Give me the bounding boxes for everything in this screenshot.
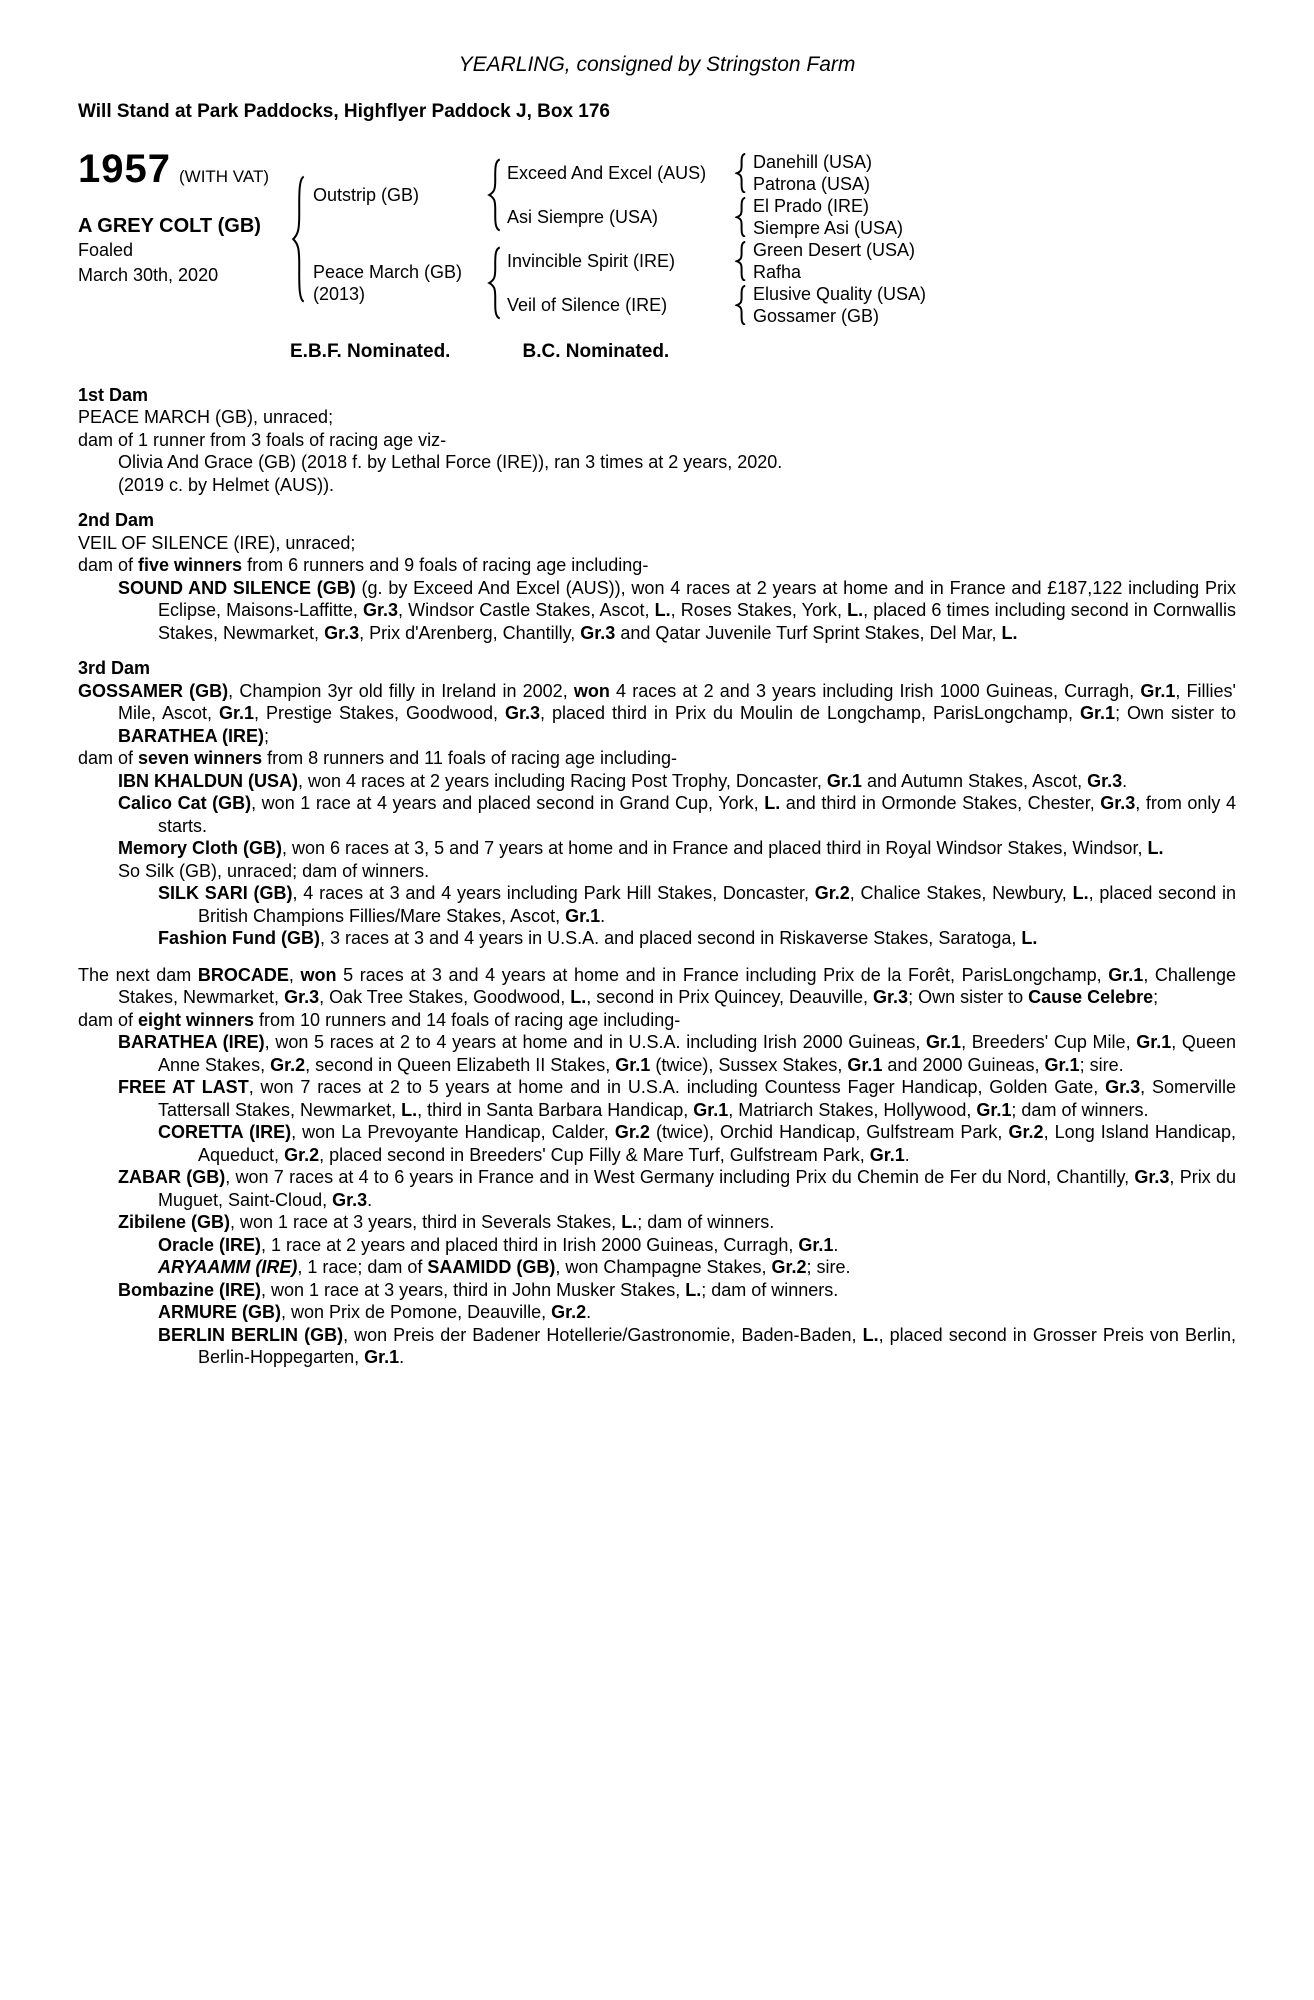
- pedigree-paragraph: [78, 577, 1236, 645]
- text-segment: Gr.1: [926, 1032, 962, 1052]
- gen3-name: Siempre Asi (USA): [753, 217, 904, 238]
- text-segment: 1st Dam: [78, 384, 149, 405]
- text-segment: GOSSAMER (GB): [78, 680, 229, 701]
- section-heading: [78, 657, 1236, 680]
- text-segment: Gr.3: [1105, 1077, 1141, 1097]
- text-segment: Gr.1: [565, 905, 601, 926]
- text-segment: , 3 races at 3 and 4 years in U.S.A. and placed second in Riskaverse Stakes, Saratoga,: [319, 928, 1022, 948]
- gen3-name: Danehill (USA): [753, 151, 873, 172]
- text-segment: , won 1 race at 3 years, third in John Musker Stakes,: [261, 1279, 686, 1300]
- pedigree-paragraph: [78, 451, 1236, 474]
- text-segment: Gr.1: [826, 770, 862, 791]
- text-segment: Memory Cloth (GB): [118, 838, 282, 858]
- text-segment: , won La Prevoyante Handicap, Calder,: [291, 1122, 615, 1142]
- text-segment: 4 races at 2 and 3 years including Irish 1000 Guineas, Curragh,: [609, 680, 1141, 701]
- text-segment: Gr.3: [1134, 1167, 1170, 1187]
- text-segment: Gr.3: [1100, 793, 1136, 813]
- text-segment: Gr.3: [332, 1189, 368, 1210]
- text-segment: L.: [654, 600, 671, 620]
- text-segment: , Roses Stakes, York,: [670, 600, 848, 620]
- text-segment: L.: [847, 600, 864, 620]
- text-segment: , Champion 3yr old filly in Ireland in 2002,: [228, 680, 574, 701]
- text-segment: won: [573, 680, 610, 701]
- text-segment: Gr.1: [1136, 1032, 1172, 1052]
- text-segment: BARATHEA (IRE): [118, 1032, 265, 1052]
- text-segment: , Long Island Handicap, Aqueduct,: [198, 1122, 1236, 1165]
- text-segment: , placed 6 times including second in Cornwallis Stakes, Newmarket,: [158, 600, 1236, 643]
- text-segment: Gr.2: [614, 1122, 650, 1142]
- pedigree-paragraph: [78, 554, 1236, 577]
- text-segment: L.: [621, 1212, 638, 1232]
- gen3-brace-icon: [729, 195, 753, 239]
- text-segment: , Prix du Muguet, Saint-Cloud,: [158, 1167, 1236, 1210]
- text-segment: , 1 race at 2 years and placed third in Irish 2000 Guineas, Curragh,: [261, 1234, 799, 1255]
- horse-description: A GREY COLT (GB): [78, 214, 261, 237]
- text-segment: (twice), Sussex Stakes,: [650, 1054, 848, 1075]
- text-segment: , placed second in British Champions Fillies/Mare Stakes, Ascot,: [198, 883, 1236, 926]
- text-segment: , Breeders' Cup Mile,: [961, 1032, 1137, 1052]
- pedigree-paragraph: [78, 1279, 1236, 1302]
- pedigree-paragraph: [78, 429, 1236, 452]
- text-segment: from 10 runners and 14 foals of racing age including-: [254, 1009, 681, 1030]
- text-segment: L.: [764, 793, 781, 813]
- text-segment: , Chalice Stakes, Newbury,: [849, 883, 1073, 903]
- lot-number: 1957: [78, 147, 171, 191]
- text-segment: , won 5 races at 2 to 4 years at home and in U.S.A. including Irish 2000 Guineas,: [264, 1032, 927, 1052]
- text-segment: , won 4 races at 2 years including Racing Post Trophy, Doncaster,: [297, 770, 827, 791]
- text-segment: ; dam of winners.: [1011, 1099, 1149, 1120]
- text-segment: L.: [1001, 622, 1018, 643]
- text-segment: and Qatar Juvenile Turf Sprint Stakes, Del Mar,: [615, 622, 1002, 643]
- text-segment: .: [1122, 770, 1128, 791]
- text-segment: .: [833, 1234, 839, 1255]
- gen3-brace-icon: [729, 283, 753, 327]
- text-segment: L.: [685, 1279, 702, 1300]
- pedigree-paragraph: [78, 792, 1236, 837]
- text-segment: ; sire.: [806, 1257, 851, 1277]
- text-segment: , won Preis der Badener Hotellerie/Gastronomie, Baden-Baden,: [343, 1324, 863, 1345]
- foaled-date: March 30th, 2020: [78, 264, 219, 285]
- gen3-name: Gossamer (GB): [753, 305, 880, 326]
- pedigree-paragraph: [78, 860, 1236, 883]
- dam-name: [313, 239, 481, 327]
- text-segment: Gr.1: [693, 1099, 729, 1120]
- text-segment: ZABAR (GB): [118, 1167, 226, 1187]
- text-segment: dam of 1 runner from 3 foals of racing age viz-: [78, 429, 447, 450]
- gen3-name: Rafha: [753, 261, 802, 282]
- text-segment: CORETTA (IRE): [158, 1122, 292, 1142]
- text-segment: Gr.2: [771, 1257, 807, 1277]
- pedigree-paragraph: [78, 1009, 1236, 1032]
- lot-info: [78, 147, 283, 327]
- pedigree-paragraph: [78, 747, 1236, 770]
- nominations: [290, 341, 1236, 364]
- text-segment: , second in Prix Quincey, Deauville,: [586, 987, 874, 1007]
- text-segment: .: [904, 1144, 910, 1165]
- text-segment: , Prix d'Arenberg, Chantilly,: [359, 622, 581, 643]
- text-segment: Olivia And Grace (GB) (2018 f. by Lethal Force (IRE)), ran 3 times at 2 years, 2020.: [118, 452, 783, 472]
- text-segment: from 8 runners and 11 foals of racing age including-: [262, 748, 677, 768]
- pedigree-paragraph: [78, 1076, 1236, 1121]
- text-segment: BERLIN BERLIN (GB): [158, 1324, 344, 1345]
- text-segment: Gr.1: [798, 1234, 834, 1255]
- text-segment: Gr.2: [1008, 1122, 1044, 1142]
- sire-dam-name: Asi Siempre (USA): [507, 206, 659, 227]
- text-segment: Gr.3: [1087, 770, 1123, 791]
- text-segment: ,: [288, 964, 301, 985]
- lot-line: [78, 147, 283, 191]
- vat-note: (WITH VAT): [178, 167, 269, 186]
- gen3-name: Elusive Quality (USA): [753, 283, 927, 304]
- text-segment: So Silk (GB), unraced; dam of winners.: [118, 860, 430, 881]
- text-segment: , second in Queen Elizabeth II Stakes,: [305, 1054, 616, 1075]
- text-segment: , Prestige Stakes, Goodwood,: [254, 703, 506, 723]
- text-segment: five winners: [138, 555, 243, 575]
- pedigree-paragraph: [78, 882, 1236, 927]
- consignor-title: YEARLING, consigned by Stringston Farm: [458, 53, 856, 76]
- section-heading: [78, 384, 1236, 407]
- gen3-brace-icon: [729, 239, 753, 283]
- text-segment: The next dam: [78, 964, 198, 985]
- text-segment: .: [586, 1302, 592, 1322]
- text-segment: 2nd Dam: [78, 510, 155, 530]
- text-segment: VEIL OF SILENCE (IRE), unraced;: [78, 532, 356, 553]
- text-segment: SAAMIDD (GB): [427, 1257, 556, 1277]
- text-segment: , won 7 races at 2 to 5 years at home and in U.S.A. including Countess Fager Handicap, Golden Gate,: [248, 1077, 1106, 1097]
- text-segment: Gr.1: [1108, 964, 1144, 985]
- text-segment: Gr.1: [847, 1054, 883, 1075]
- text-segment: , Fillies' Mile, Ascot,: [118, 680, 1236, 723]
- text-segment: dam of: [78, 1009, 139, 1030]
- pedigree-paragraph: [78, 474, 1236, 497]
- text-segment: Bombazine (IRE): [118, 1279, 262, 1300]
- text-segment: L.: [1072, 883, 1089, 903]
- pedigree-paragraph: [78, 1234, 1236, 1257]
- pedigree-paragraph: [78, 1301, 1236, 1324]
- text-segment: Gr.1: [218, 703, 254, 723]
- text-segment: , Somerville Tattersall Stakes, Newmarket,: [158, 1077, 1236, 1120]
- text-segment: ; sire.: [1079, 1054, 1124, 1075]
- dam-year: (2013): [313, 284, 366, 304]
- text-segment: (g. by Exceed And Excel (AUS)), won 4 races at 2 years at home and in France and £187,122 including Prix Eclipse, Maisons-Laffitte,: [158, 577, 1236, 620]
- text-segment: L.: [1147, 838, 1164, 858]
- sire-sire-name: Exceed And Excel (AUS): [507, 162, 707, 183]
- text-segment: BARATHEA (IRE): [118, 725, 264, 746]
- stand-location-line: Will Stand at Park Paddocks, Highflyer Paddock J, Box 176: [78, 100, 610, 122]
- text-segment: .: [399, 1347, 405, 1367]
- text-segment: ARYAAMM (IRE): [158, 1257, 298, 1277]
- text-segment: Gr.1: [869, 1144, 905, 1165]
- text-segment: , from only 4 starts.: [158, 793, 1236, 836]
- text-segment: Gr.2: [814, 883, 850, 903]
- text-segment: 3rd Dam: [78, 658, 151, 678]
- pedigree-paragraph: [78, 1121, 1236, 1166]
- text-segment: ; Own sister to: [1115, 703, 1236, 723]
- text-segment: (twice), Orchid Handicap, Gulfstream Park,: [649, 1122, 1009, 1142]
- ebf-nominated: E.B.F. Nominated.: [290, 341, 451, 362]
- text-segment: Zibilene (GB): [118, 1212, 230, 1232]
- text-segment: seven winners: [138, 748, 263, 768]
- text-segment: , 1 race; dam of: [297, 1257, 428, 1277]
- text-segment: IBN KHALDUN (USA): [118, 770, 298, 791]
- text-segment: Gr.1: [1080, 703, 1116, 723]
- text-segment: SILK SARI (GB): [158, 883, 293, 903]
- dam-sire-name: Invincible Spirit (IRE): [507, 250, 676, 271]
- text-segment: ; Own sister to: [908, 987, 1029, 1007]
- pedigree-table: [78, 147, 1236, 327]
- sire-name: Outstrip (GB): [313, 184, 420, 205]
- text-segment: Gr.2: [270, 1054, 306, 1075]
- text-segment: , placed second in Grosser Preis von Berlin, Berlin-Hoppegarten,: [198, 1324, 1236, 1367]
- text-segment: , won 6 races at 3, 5 and 7 years at home and in France and placed third in Royal Windsor Stakes, Windsor,: [282, 838, 1148, 858]
- text-segment: Gr.3: [284, 987, 320, 1007]
- text-segment: Gr.1: [1044, 1054, 1080, 1075]
- pedigree-paragraph: [78, 964, 1236, 1009]
- text-segment: L.: [401, 1099, 418, 1120]
- pedigree-paragraph: [78, 770, 1236, 793]
- catalogue-text: [78, 384, 1236, 1369]
- text-segment: , Oak Tree Stakes, Goodwood,: [319, 987, 571, 1007]
- pedigree-paragraph: [78, 1256, 1236, 1279]
- text-segment: Gr.3: [873, 987, 909, 1007]
- text-segment: , placed second in Breeders' Cup Filly & Mare Turf, Gulfstream Park,: [319, 1144, 870, 1165]
- text-segment: , won 7 races at 4 to 6 years in France and in West Germany including Prix du Chemin de Fer du Nord, Chantilly,: [225, 1167, 1135, 1187]
- catalogue-page: [78, 54, 1236, 1369]
- pedigree-paragraph: [78, 680, 1236, 748]
- text-segment: Cause Celebre: [1028, 987, 1154, 1007]
- text-segment: dam of: [78, 555, 139, 575]
- text-segment: .: [600, 905, 606, 926]
- text-segment: won: [300, 964, 337, 985]
- gen3-name: Green Desert (USA): [753, 239, 916, 260]
- main-brace-icon: [283, 151, 313, 327]
- text-segment: Gr.1: [615, 1054, 651, 1075]
- text-segment: and Autumn Stakes, Ascot,: [861, 770, 1088, 791]
- text-segment: , won 1 race at 4 years and placed second in Grand Cup, York,: [251, 793, 765, 813]
- text-segment: Fashion Fund (GB): [158, 928, 320, 948]
- text-segment: , 4 races at 3 and 4 years including Park Hill Stakes, Doncaster,: [292, 883, 815, 903]
- text-segment: , Queen Anne Stakes,: [158, 1032, 1236, 1075]
- text-segment: L.: [570, 987, 587, 1007]
- text-segment: eight winners: [138, 1009, 255, 1030]
- text-segment: Gr.1: [364, 1347, 400, 1367]
- gen3-name: Patrona (USA): [753, 173, 871, 194]
- text-segment: Gr.1: [1140, 680, 1176, 701]
- text-segment: , won Prix de Pomone, Deauville,: [281, 1302, 552, 1322]
- text-segment: Oracle (IRE): [158, 1234, 262, 1255]
- text-segment: Gr.3: [505, 703, 541, 723]
- text-segment: (2019 c. by Helmet (AUS)).: [118, 474, 335, 495]
- sire-brace-icon: [481, 151, 507, 239]
- text-segment: Gr.2: [551, 1302, 587, 1322]
- text-segment: Gr.1: [976, 1099, 1012, 1120]
- text-segment: , won 1 race at 3 years, third in Severals Stakes,: [230, 1212, 622, 1232]
- pedigree-paragraph: [78, 927, 1236, 950]
- foaled-label: Foaled: [78, 240, 134, 260]
- gen3-name: El Prado (IRE): [753, 195, 870, 216]
- text-segment: ; dam of winners.: [637, 1212, 775, 1232]
- text-segment: L.: [1021, 928, 1038, 948]
- pedigree-paragraph: [78, 1031, 1236, 1076]
- text-segment: ;: [264, 725, 270, 746]
- text-segment: BROCADE: [197, 964, 289, 985]
- section-heading: [78, 509, 1236, 532]
- text-segment: , Challenge Stakes, Newmarket,: [118, 964, 1236, 1007]
- text-segment: Gr.3: [580, 622, 616, 643]
- text-segment: ; dam of winners.: [701, 1279, 839, 1300]
- bc-nominated: B.C. Nominated.: [522, 341, 670, 362]
- pedigree-paragraph: [78, 406, 1236, 429]
- text-segment: .: [367, 1189, 373, 1210]
- pedigree-paragraph: [78, 1324, 1236, 1369]
- text-segment: ;: [1153, 987, 1159, 1007]
- text-segment: ARMURE (GB): [158, 1302, 281, 1322]
- pedigree-paragraph: [78, 837, 1236, 860]
- text-segment: , won Champagne Stakes,: [555, 1257, 772, 1277]
- text-segment: SOUND AND SILENCE (GB): [118, 577, 356, 598]
- text-segment: Gr.3: [362, 600, 398, 620]
- text-segment: Gr.2: [284, 1144, 320, 1165]
- text-segment: 5 races at 3 and 4 years at home and in France including Prix de la Forêt, ParisLongchamp,: [336, 964, 1109, 985]
- text-segment: , Windsor Castle Stakes, Ascot,: [398, 600, 655, 620]
- text-segment: FREE AT LAST: [118, 1077, 249, 1097]
- text-segment: dam of: [78, 748, 139, 768]
- dam-dam-name: Veil of Silence (IRE): [507, 294, 668, 315]
- text-segment: , placed third in Prix du Moulin de Longchamp, ParisLongchamp,: [540, 703, 1081, 723]
- text-segment: PEACE MARCH (GB), unraced;: [78, 407, 334, 427]
- text-segment: from 6 runners and 9 foals of racing age including-: [242, 555, 649, 575]
- dam-brace-icon: [481, 239, 507, 327]
- dam-name-text: Peace March (GB): [313, 261, 463, 282]
- text-segment: Calico Cat (GB): [118, 793, 252, 813]
- text-segment: and third in Ormonde Stakes, Chester,: [780, 793, 1101, 813]
- text-segment: , Matriarch Stakes, Hollywood,: [728, 1099, 977, 1120]
- pedigree-paragraph: [78, 1166, 1236, 1211]
- pedigree-paragraph: [78, 532, 1236, 555]
- pedigree-paragraph: [78, 1211, 1236, 1234]
- text-segment: , third in Santa Barbara Handicap,: [417, 1099, 694, 1120]
- text-segment: and 2000 Guineas,: [882, 1054, 1045, 1075]
- text-segment: L.: [862, 1324, 879, 1345]
- gen3-brace-icon: [729, 151, 753, 195]
- text-segment: Gr.3: [324, 622, 360, 643]
